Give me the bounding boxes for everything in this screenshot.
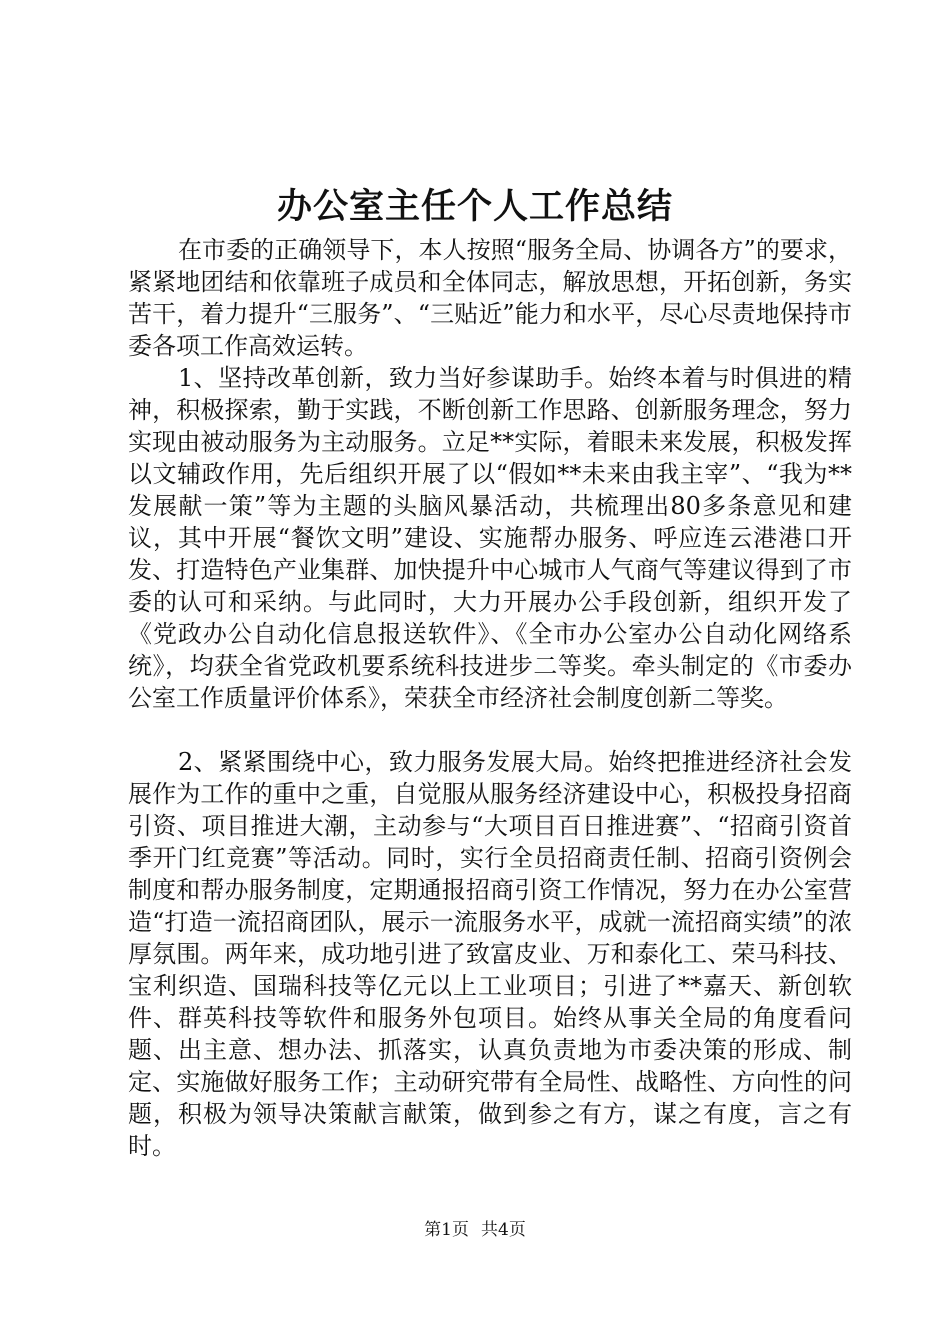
intro-paragraph: 在市委的正确领导下，本人按照“服务全局、协调各方”的要求，紧紧地团结和依靠班子成员和全体同志，解放思想，开拓创新，务实苦干，着力提升“三服务”、“三贴近”能力和水平，尽心尽责地保持市委各项工作高效运转。 (128, 236, 852, 360)
document-title: 办公室主任个人工作总结 (276, 186, 673, 227)
section-2-paragraph: 2、紧紧围绕中心，致力服务发展大局。始终把推进经济社会发展作为工作的重中之重，自觉服从服务经济建设中心，积极投身招商引资、项目推进大潮，主动参与“大项目百日推进赛”、“招商引资首季开门红竞赛”等活动。同时，实行全员招商责任制、招商引资例会制度和帮办服务制度，定期通报招商引资工作情况，努力在办公室营造“打造一流招商团队，展示一流服务水平，成就一流招商实绩”的浓厚氛围。两年来，成功地引进了致富皮业、万和泰化工、荣马科技、宝利织造、国瑞科技等亿元以上工业项目；引进了**嘉天、新创软件、群英科技等软件和服务外包项目。始终从事关全局的角度看问题、出主意、想办法、抓落实，认真负责地为市委决策的形成、制定、实施做好服务工作；主动研究带有全局性、战略性、方向性的问题，积极为领导决策献言献策，做到参之有方，谋之有度，言之有时。 (128, 748, 852, 1160)
page-total: 共4页 (481, 1220, 526, 1240)
page-number: 第1页 (424, 1220, 469, 1240)
page-footer (0, 1218, 950, 1242)
section-1-paragraph: 1、坚持改革创新，致力当好参谋助手。始终本着与时俱进的精神，积极探索，勤于实践，不断创新工作思路、创新服务理念，努力实现由被动服务为主动服务。立足**实际，着眼未来发展，积极发挥以文辅政作用，先后组织开展了以“假如**未来由我主宰”、“我为**发展献一策”等为主题的头脑风暴活动，共梳理出80多条意见和建议，其中开展“餐饮文明”建设、实施帮办服务、呼应连云港港口开发、打造特色产业集群、加快提升中心城市人气商气等建议得到了市委的认可和采纳。与此同时，大力开展办公手段创新，组织开发了《党政办公自动化信息报送软件》、《全市办公室办公自动化网络系统》，均获全省党政机要系统科技进步二等奖。牵头制定的《市委办公室工作质量评价体系》，荣获全市经济社会制度创新二等奖。 (128, 364, 852, 712)
document-body (128, 234, 852, 1162)
